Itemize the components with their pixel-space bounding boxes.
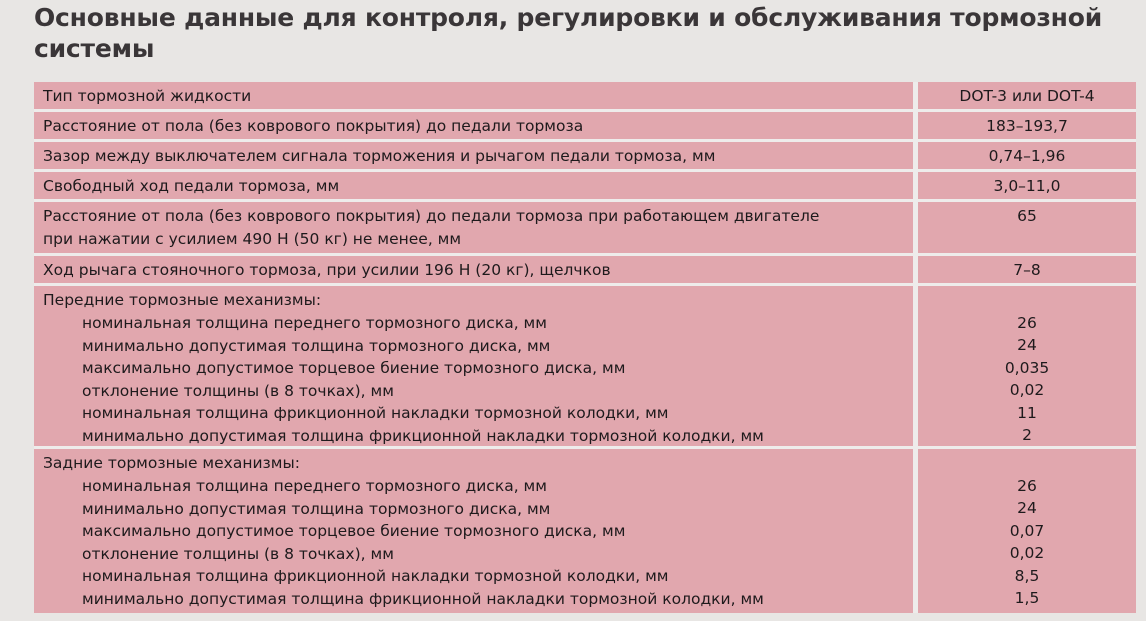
page-title: Основные данные для контроля, регулировки и обслуживания тормозной системы <box>34 3 1103 63</box>
row-label-line: Расстояние от пола (без коврового покрытия) до педали тормоза при работающем двигателе <box>43 207 820 225</box>
table-row <box>34 82 1136 109</box>
list-item: отклонение толщины (в 8 точках), мм <box>82 381 394 400</box>
list-value: 24 <box>1017 336 1037 354</box>
list-item: максимально допустимое торцевое биение тормозного диска, мм <box>82 359 626 377</box>
list-value: 26 <box>1017 476 1037 495</box>
row-label: Зазор между выключателем сигнала торможения и рычагом педали тормоза, мм <box>34 142 913 169</box>
list-value: 0,02 <box>1009 381 1045 399</box>
list-item: минимально допустимая толщина тормозного диска, мм <box>82 336 551 355</box>
list-value: 24 <box>1017 499 1037 517</box>
rear-brakes-labels <box>34 449 913 613</box>
list-value: 8,5 <box>1014 566 1040 585</box>
row-label: Свободный ход педали тормоза, мм <box>34 172 913 199</box>
row-label: Ход рычага стояночного тормоза, при усилии 196 Н (20 кг), щелчков <box>34 256 913 283</box>
list-value: 26 <box>1017 313 1037 332</box>
row-label <box>34 202 913 253</box>
list-item: номинальная толщина фрикционной накладки тормозной колодки, мм <box>82 567 669 585</box>
table-row <box>34 142 1136 169</box>
front-brakes-labels <box>34 286 913 446</box>
row-value: DOT-3 или DOT-4 <box>918 82 1136 109</box>
list-value: 11 <box>1017 403 1037 422</box>
row-label: Тип тормозной жидкости <box>34 82 913 109</box>
table-row <box>34 172 1136 199</box>
front-brakes-values <box>918 286 1136 446</box>
list-item: минимально допустимая толщина фрикционной накладки тормозной колодки, мм <box>82 589 764 608</box>
row-value: 3,0–11,0 <box>918 172 1136 199</box>
list-item: номинальная толщина переднего тормозного диска, мм <box>82 477 547 495</box>
list-value: 2 <box>1022 426 1032 444</box>
list-item: номинальная толщина фрикционной накладки тормозной колодки, мм <box>82 404 669 422</box>
table-row <box>34 112 1136 139</box>
list-value: 0,035 <box>1004 358 1050 377</box>
list-item: отклонение толщины (в 8 точках), мм <box>82 544 394 563</box>
table-row <box>34 256 1136 283</box>
row-value: 7–8 <box>918 256 1136 283</box>
table-row <box>34 202 1136 253</box>
list-value: 1,5 <box>1014 589 1040 607</box>
list-value: 0,07 <box>1009 521 1045 540</box>
front-brakes-heading: Передние тормозные механизмы: <box>43 291 322 309</box>
row-label: Расстояние от пола (без коврового покрытия) до педали тормоза <box>34 112 913 139</box>
rear-brakes-group <box>34 449 1136 613</box>
row-value: 65 <box>918 202 1136 253</box>
row-value: 183–193,7 <box>918 112 1136 139</box>
front-brakes-group <box>34 286 1136 446</box>
list-item: минимально допустимая толщина фрикционной накладки тормозной колодки, мм <box>82 426 764 445</box>
brake-data-table <box>34 82 1136 613</box>
row-label-line: при нажатии с усилием 490 Н (50 кг) не менее, мм <box>43 230 462 248</box>
list-item: номинальная толщина переднего тормозного диска, мм <box>82 314 547 332</box>
list-item: максимально допустимое торцевое биение тормозного диска, мм <box>82 522 626 540</box>
row-value: 0,74–1,96 <box>918 142 1136 169</box>
list-item: минимально допустимая толщина тормозного диска, мм <box>82 499 551 518</box>
rear-brakes-values <box>918 449 1136 613</box>
rear-brakes-heading: Задние тормозные механизмы: <box>43 454 300 472</box>
list-value: 0,02 <box>1009 544 1045 562</box>
